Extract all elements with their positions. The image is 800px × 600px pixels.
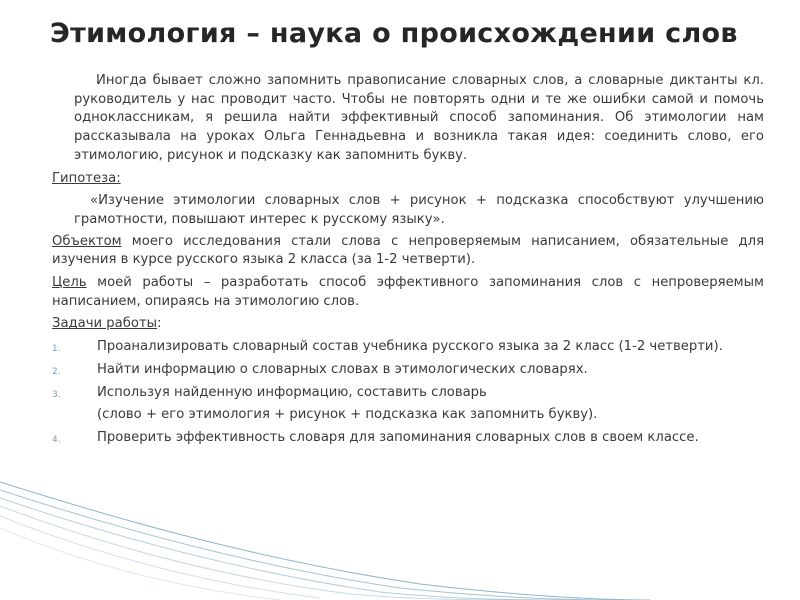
tasks-label: Задачи работы — [52, 316, 158, 332]
intro-paragraph — [52, 72, 764, 166]
list-item-text: Найти информацию о словарных словах в этимологических словарях. — [97, 361, 588, 377]
tasks-heading — [52, 315, 764, 334]
task-list — [52, 338, 764, 448]
object-text: моего исследования стали слова с непроверяемым написанием, обязательные для изучения в курсе русского языка 2 класса (за 1-2 четверти). — [52, 233, 764, 268]
tasks-colon: : — [157, 316, 162, 332]
intro-text: Иногда бывает сложно запомнить правописание словарных слов, а словарные диктанты кл. руководитель у нас проводит часто. Чтобы не повторять одни и те же ошибки самой и помочь одноклассникам, я решила найти эффективный способ запоминания. Об этимологии нам рассказывала на уроках Ольга Геннадьевна и возникла такая идея: соединить слово, его этимологию, рисунок и подсказку как запомнить букву. — [74, 73, 764, 163]
list-item-text: Используя найденную информацию, составить словарь — [97, 384, 487, 400]
list-item — [52, 361, 764, 380]
object-label: Объектом — [52, 233, 122, 249]
list-item-text: Проанализировать словарный состав учебника русского языка за 2 класс (1-2 четверти). — [97, 339, 723, 355]
list-item-number: 2. — [52, 366, 61, 377]
list-item-continuation: (слово + его этимология + рисунок + подсказка как запомнить букву). — [97, 407, 598, 423]
hypothesis-text: «Изучение этимологии словарных слов + рисунок + подсказка способствуют улучшению грамотности, повышают интерес к русскому языку». — [74, 193, 764, 227]
list-item-number: 3. — [52, 389, 61, 400]
list-item — [52, 338, 764, 357]
slide-body — [52, 72, 764, 452]
list-item — [52, 429, 764, 448]
goal-paragraph — [52, 274, 764, 311]
goal-text: моей работы – разработать способ эффективного запоминания слов с непроверяемым написанием, опираясь на этимологию слов. — [52, 275, 764, 309]
object-paragraph — [52, 233, 764, 270]
hypothesis-label: Гипотеза: — [52, 170, 121, 186]
decorative-waves — [0, 480, 800, 600]
list-item-number: 4. — [52, 434, 61, 445]
list-item-text: Проверить эффективность словаря для запоминания словарных слов в своем классе. — [97, 429, 699, 445]
list-item — [52, 384, 764, 403]
hypothesis-heading — [52, 170, 764, 189]
slide-title: Этимология – наука о происхождении слов — [50, 18, 738, 49]
goal-label: Цель — [52, 275, 87, 291]
list-item-number: 1. — [52, 344, 61, 355]
